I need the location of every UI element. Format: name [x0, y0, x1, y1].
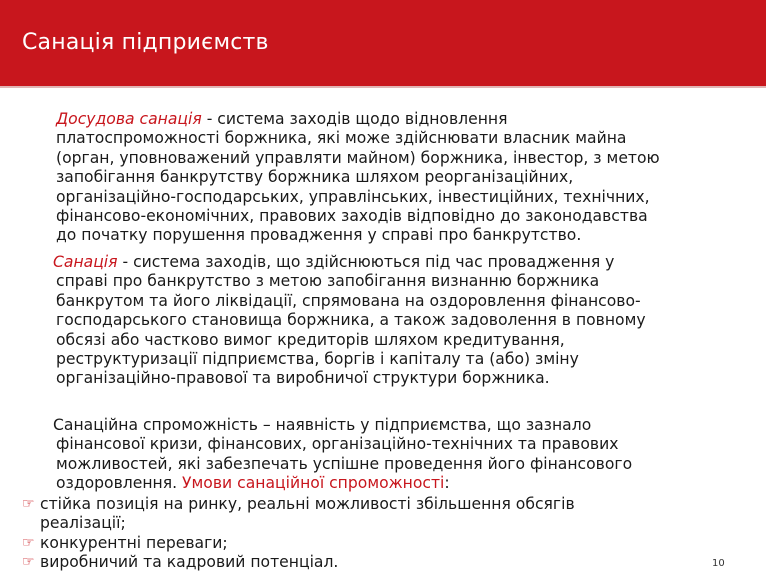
paragraph-line: господарського становища боржника, а також задоволення в повному — [56, 311, 646, 330]
definition-pre-court-sanation — [38, 110, 660, 246]
paragraph-line: організаційно-господарських, управлінських, інвестиційних, технічних, — [56, 187, 650, 206]
paragraph-line: справі про банкрутство з метою запобігання визнанню боржника — [56, 272, 600, 291]
paragraph-line: фінансової кризи, фінансових, організаційно-технічних та правових — [56, 435, 619, 454]
conditions-list — [22, 495, 575, 573]
term-highlight: Санація — [53, 253, 118, 271]
title-banner — [0, 0, 766, 86]
paragraph-line: оздоровлення. Умови санаційної спроможності: — [56, 474, 450, 493]
hand-pointer-icon: ☞ — [22, 554, 35, 571]
list-item: ☞ стійка позиція на ринку, реальні можливості збільшення обсягів реалізації; — [22, 495, 575, 533]
definition-sanation-capacity — [38, 416, 632, 494]
header-divider — [0, 86, 766, 88]
paragraph-line: фінансово-економічних, правових заходів відповідно до законодавства — [56, 207, 648, 226]
list-item: ☞ виробничий та кадровий потенціал. — [22, 553, 339, 572]
conditions-highlight: Умови санаційної спроможності — [182, 474, 445, 493]
list-item: ☞ конкурентні переваги; — [22, 533, 228, 552]
paragraph-line: Санаційна спроможність – наявність у підприємства, що зазнало — [53, 416, 592, 434]
hand-pointer-icon: ☞ — [22, 534, 35, 551]
paragraph-line: банкрутом та його ліквідації, спрямована на оздоровлення фінансово- — [56, 291, 641, 310]
paragraph-line: Досудова санація - система заходів щодо відновлення — [56, 110, 508, 128]
page-number: 10 — [712, 558, 725, 569]
term-highlight: Досудова санація — [56, 110, 202, 128]
paragraph-line: платоспроможності боржника, які може здійснювати власник майна — [56, 129, 627, 148]
hand-pointer-icon: ☞ — [22, 496, 35, 512]
page-title: Санація підприємств — [22, 30, 269, 55]
paragraph-line: Санація - система заходів, що здійснюються під час провадження у — [53, 253, 615, 271]
paragraph-line: обсязі або частково вимог кредиторів шляхом кредитування, — [56, 330, 565, 349]
definition-sanation — [38, 253, 646, 389]
paragraph-line: запобігання банкрутству боржника шляхом реорганізаційних, — [56, 168, 574, 187]
paragraph-line: організаційно-правової та виробничої структури боржника. — [56, 369, 550, 388]
paragraph-line: (орган, уповноважений управляти майном) боржника, інвестор, з метою — [56, 148, 660, 167]
paragraph-line: до початку порушення провадження у справі про банкрутство. — [56, 226, 582, 245]
paragraph-line: можливостей, які забезпечать успішне проведення його фінансового — [56, 454, 633, 473]
paragraph-line: реструктуризації підприємства, боргів і капіталу та (або) зміну — [56, 350, 579, 369]
